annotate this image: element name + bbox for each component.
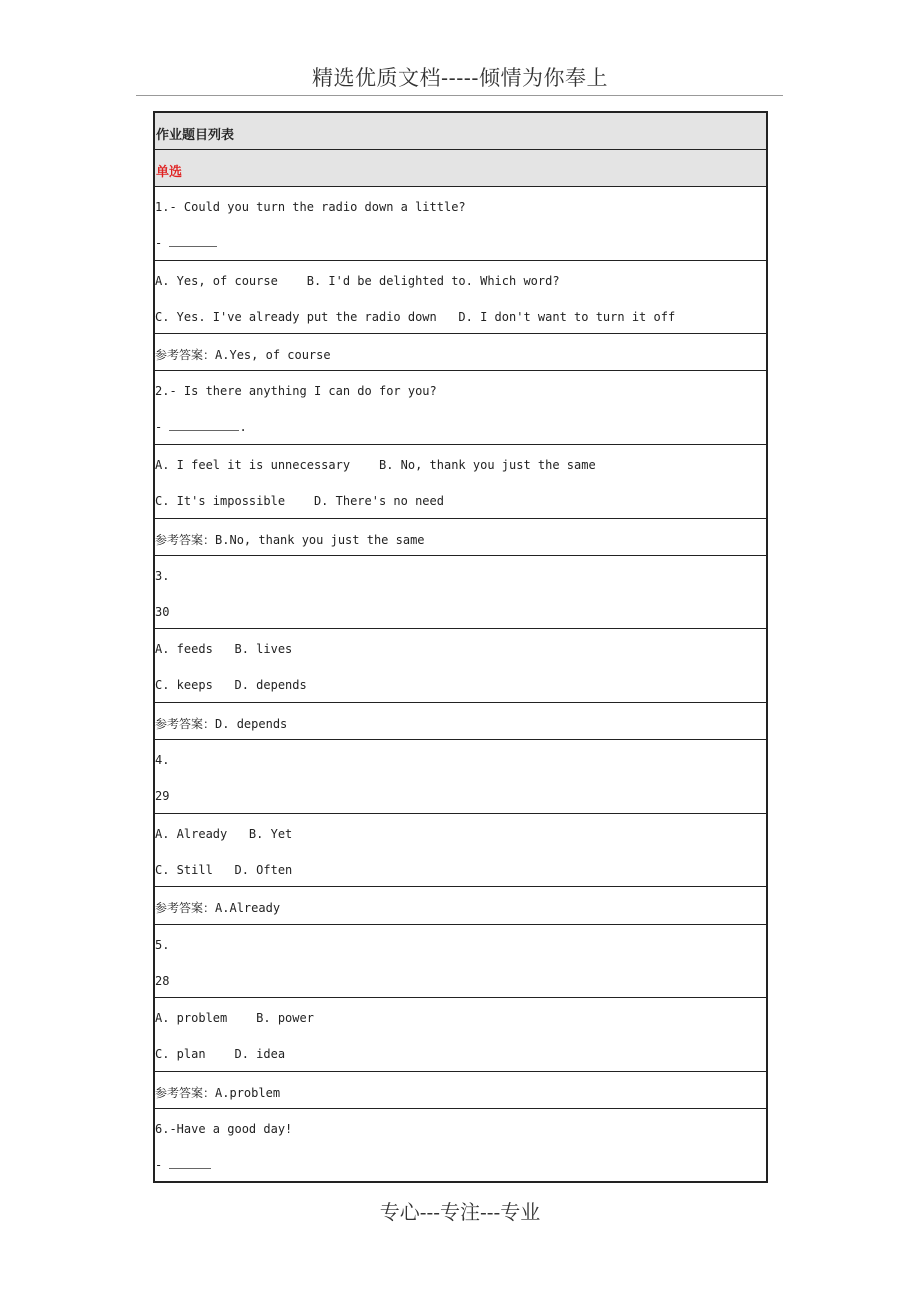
options-line: C. It's impossible D. There's no need [155,493,444,508]
section-label: 单选 [156,165,183,180]
question-stem: 2.- Is there anything I can do for you? [155,384,437,399]
answer-text: A.Yes, of course [215,348,331,363]
assignment-table [153,111,768,1183]
answer-blank [169,420,239,431]
answer-prefix: 参考答案： [155,716,216,731]
options-row [155,445,766,519]
page-footer: 专心---专注---专业 [379,1200,541,1224]
question-row [155,371,766,445]
answer-row [155,703,766,740]
options-line: A. Already B. Yet [155,826,293,841]
answer-row [155,887,766,924]
options-row [155,814,766,888]
answer-prefix: 参考答案： [155,532,216,547]
options-line: A. feeds B. lives [155,642,293,657]
question-reply: 29 [155,789,170,804]
question-stem: 1.- Could you turn the radio down a little? [155,200,466,214]
answer-text: B.No, thank you just the same [215,532,425,547]
answer-row [155,334,766,371]
options-line: A. I feel it is unnecessary B. No, thank you just the same [155,457,596,472]
answer-blank [169,236,217,247]
question-reply [155,1158,211,1172]
section-row [155,150,766,187]
answer-text: A.problem [215,1085,281,1100]
table-title: 作业题目列表 [156,128,235,143]
options-row [155,998,766,1072]
question-row [155,740,766,814]
options-row [155,629,766,703]
answer-prefix: 参考答案： [155,901,216,916]
question-reply: 30 [155,604,170,619]
question-stem: 3. [155,568,170,583]
question-row [155,1109,766,1183]
question-stem: 5. [155,937,170,952]
answer-text: D. depends [215,716,288,731]
answer-prefix: 参考答案： [155,1085,216,1100]
answer-row [155,519,766,556]
question-row [155,187,766,261]
reply-end: . [239,420,247,435]
reply-text: - [155,1157,170,1172]
reply-text: - [155,420,170,435]
question-row [155,556,766,630]
answer-blank [169,1158,211,1169]
options-line: C. plan D. idea [155,1047,286,1062]
answer-text: A.Already [215,901,281,916]
options-line: C. Still D. Often [155,862,293,877]
options-line: C. keeps D. depends [155,678,307,693]
question-reply [155,236,217,250]
question-reply: 28 [155,973,170,988]
options-line: A. problem B. power [155,1011,314,1026]
question-row [155,925,766,999]
table-title-row [155,113,766,150]
question-reply [155,420,247,434]
question-stem: 6.-Have a good day! [155,1121,293,1136]
page-header: 精选优质文档-----倾情为你奉上 [312,66,608,90]
answer-prefix: 参考答案： [155,348,216,363]
answer-row [155,1072,766,1109]
question-stem: 4. [155,753,170,768]
options-row [155,261,766,335]
reply-text: - [155,236,170,250]
options-line: C. Yes. I've already put the radio down D. I don't want to turn it off [155,309,676,324]
options-line: A. Yes, of course B. I'd be delighted to. Which word? [155,273,560,288]
header-rule [136,95,783,96]
